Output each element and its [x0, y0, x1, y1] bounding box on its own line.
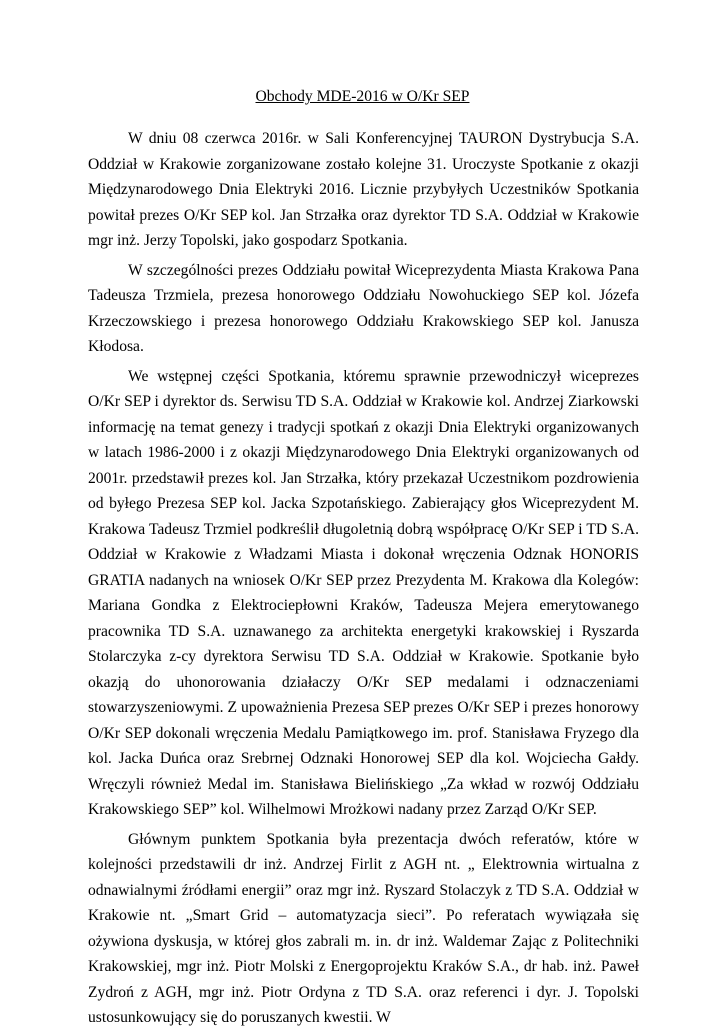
document-body	[88, 126, 639, 1035]
paragraph-3: We wstępnej części Spotkania, któremu sprawnie przewodniczył wiceprezes O/Kr SEP i dyrektor ds. Serwisu TD S.A. Oddział w Krakowie kol. Andrzej Ziarkowski informację na temat genezy i tradycji spotkań z okazji Dnia Elektryki organizowanych w latach 1986-2000 i z okazji Międzynarodowego Dnia Elektryki organizowanych od 2001r. przedstawił prezes kol. Jan Strzałka, który przekazał Uczestnikom pozdrowienia od byłego Prezesa SEP kol. Jacka Szpotańskiego. Zabierający głos Wiceprezydent M. Krakowa Tadeusz Trzmiel podkreślił długoletnią dobrą współpracę O/Kr SEP i TD S.A. Oddział w Krakowie z Władzami Miasta i dokonał wręczenia Odznak HONORIS GRATIA nadanych na wniosek O/Kr SEP przez Prezydenta M. Krakowa dla Kolegów: Mariana Gondka z Elektrociepłowni Kraków, Tadeusza Mejera emerytowanego pracownika TD S.A. uznawanego za architekta energetyki krakowskiej i Ryszarda Stolarczyka z-cy dyrektora Serwisu TD S.A. Oddział w Krakowie. Spotkanie było okazją do uhonorowania działaczy O/Kr SEP medalami i odznaczeniami stowarzyszeniowymi. Z upoważnienia Prezesa SEP prezes O/Kr SEP i prezes honorowy O/Kr SEP dokonali wręczenia Medalu Pamiątkowego im. prof. Stanisława Fryzego dla kol. Jacka Duńca oraz Srebrnej Odznaki Honorowej SEP dla kol. Wojciecha Gałdy. Wręczyli również Medal im. Stanisława Bielińskiego „Za wkład w rozwój Oddziału Krakowskiego SEP” kol. Wilhelmowi Mrożkowi nadany przez Zarząd O/Kr SEP.	[88, 367, 639, 818]
paragraph-1: W dniu 08 czerwca 2016r. w Sali Konferencyjnej TAURON Dystrybucja S.A. Oddział w Krakowie zorganizowane zostało kolejne 31. Uroczyste Spotkanie z okazji Międzynarodowego Dnia Elektryki 2016. Licznie przybyłych Uczestników Spotkania powitał prezes O/Kr SEP kol. Jan Strzałka oraz dyrektor TD S.A. Oddział w Krakowie mgr inż. Jerzy Topolski, jako gospodarz Spotkania.	[88, 130, 639, 249]
paragraph-4: Głównym punktem Spotkania była prezentacja dwóch referatów, które w kolejności przedstawili dr inż. Andrzej Firlit z AGH nt. „ Elektrownia wirtualna z odnawialnymi źródłami energii” oraz mgr inż. Ryszard Stolaczyk z TD S.A. Oddział w Krakowie nt. „Smart Grid – automatyzacja sieci”. Po referatach wywiązała się ożywiona dyskusja, w której głos zabrali m. in. dr inż. Waldemar Zając z Politechniki Krakowskiej, mgr inż. Piotr Molski z Energoprojektu Kraków S.A., dr hab. inż. Paweł Zydroń z AGH, mgr inż. Piotr Ordyna z TD S.A. oraz referenci i dyr. J. Topolski ustosunkowujący się do poruszanych kwestii. W	[88, 830, 639, 1026]
paragraph-2: W szczególności prezes Oddziału powitał Wiceprezydenta Miasta Krakowa Pana Tadeusza Trzmiela, prezesa honorowego Oddziału Nowohuckiego SEP kol. Józefa Krzeczowskiego i prezesa honorowego Oddziału Krakowskiego SEP kol. Janusza Kłodosa.	[88, 261, 639, 355]
document-title: Obchody MDE-2016 w O/Kr SEP	[255, 88, 470, 105]
